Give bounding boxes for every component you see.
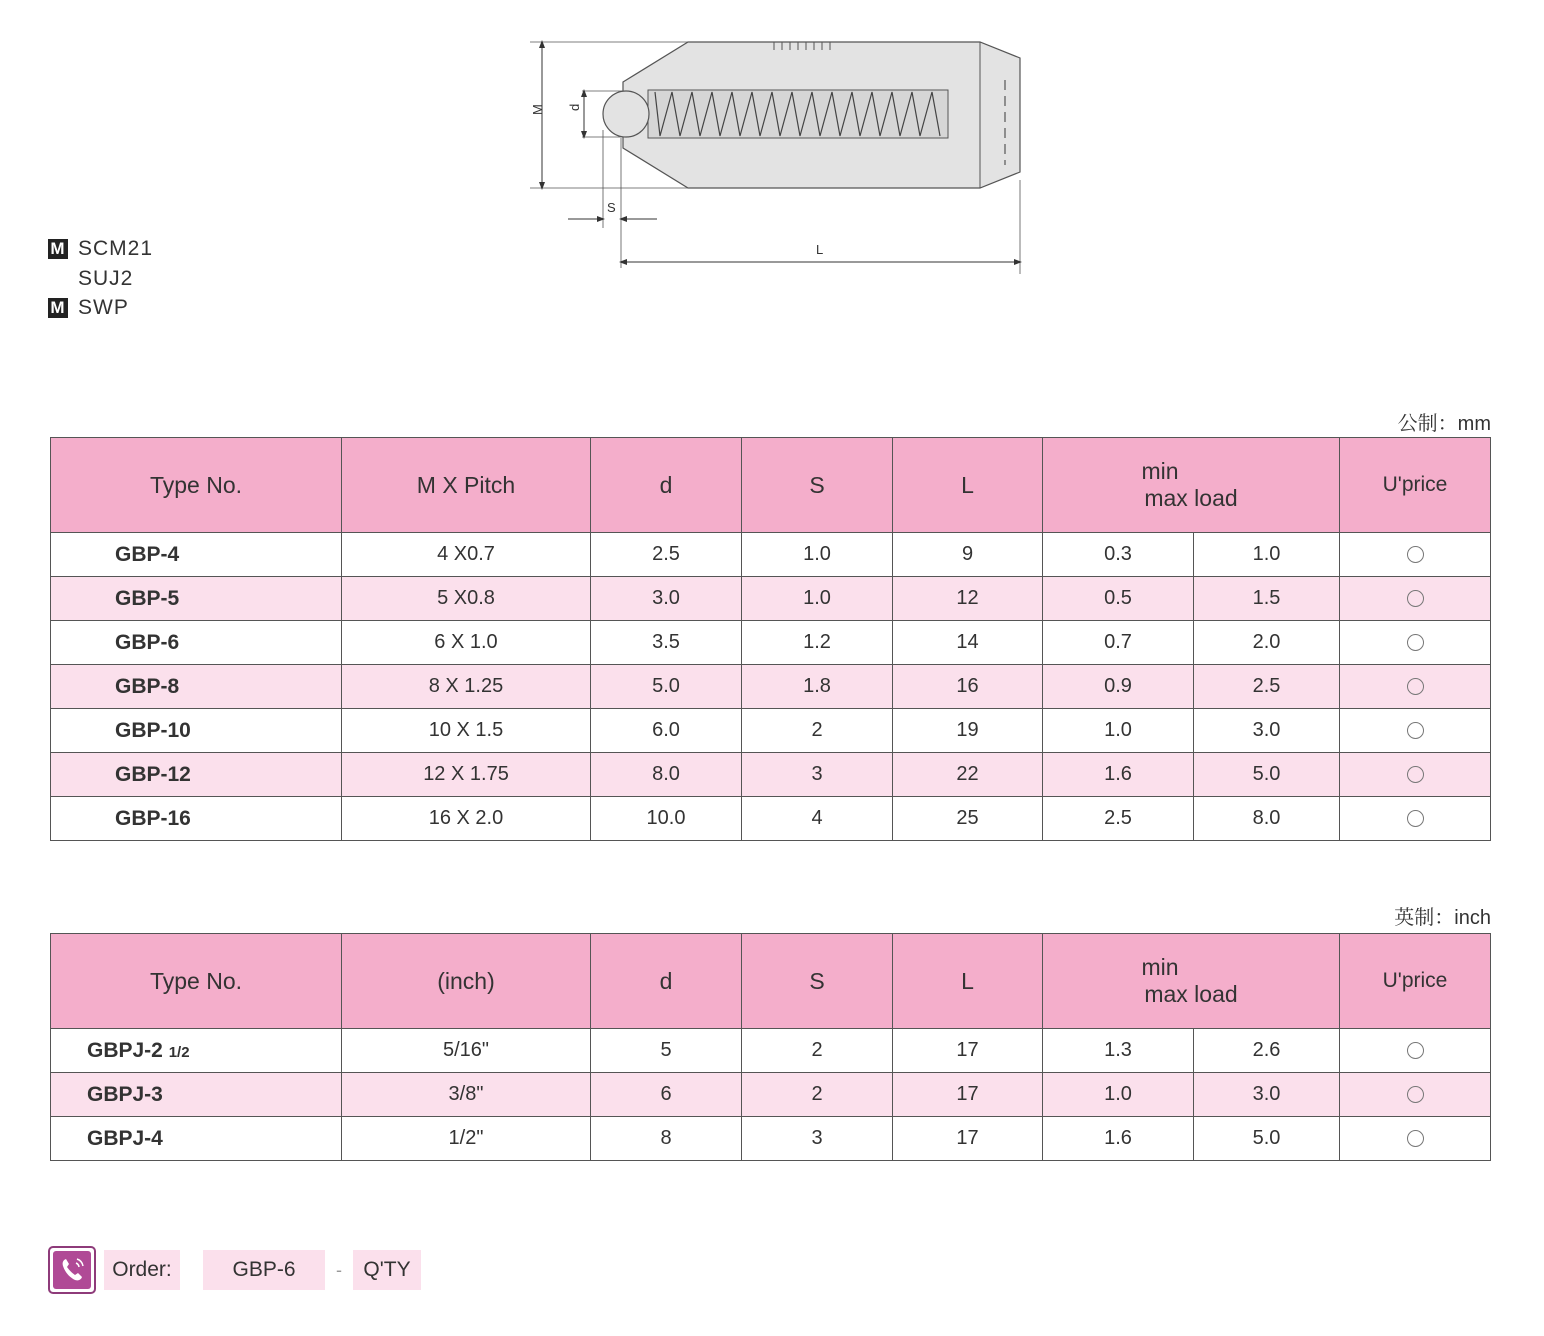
table-row <box>51 1073 1491 1117</box>
cell-price <box>1340 709 1491 753</box>
cell-min-load: 0.7 <box>1043 621 1194 665</box>
cell-s: 1.2 <box>742 621 893 665</box>
cell-min-load: 1.6 <box>1043 1117 1194 1161</box>
metric-spec-table <box>50 437 1491 841</box>
cell-pitch: 6 X 1.0 <box>342 621 591 665</box>
cell-l: 22 <box>893 753 1043 797</box>
header-load <box>1043 438 1340 533</box>
material-text: SUJ2 <box>78 266 134 290</box>
cell-s: 3 <box>742 753 893 797</box>
header-pitch: M X Pitch <box>342 438 591 533</box>
type-fraction: 1/2 <box>168 1043 190 1061</box>
cell-min-load: 0.3 <box>1043 533 1194 577</box>
cell-s: 1.8 <box>742 665 893 709</box>
cell-d: 8.0 <box>591 753 742 797</box>
cell-max-load: 2.0 <box>1194 621 1340 665</box>
cell-l: 17 <box>893 1073 1043 1117</box>
header-l: L <box>893 934 1043 1029</box>
cell-min-load: 1.6 <box>1043 753 1194 797</box>
cell-d: 3.0 <box>591 577 742 621</box>
material-mark-icon: M <box>48 239 68 259</box>
table-row <box>51 533 1491 577</box>
material-text: SWP <box>78 296 129 319</box>
cell-d: 6.0 <box>591 709 742 753</box>
cell-price <box>1340 1029 1491 1073</box>
materials-list <box>48 234 153 323</box>
cell-s: 2 <box>742 1073 893 1117</box>
header-load-max: max load <box>1144 981 1238 1007</box>
type-code: GBPJ-4 <box>87 1126 163 1150</box>
cell-type: GBP-6 <box>51 621 342 665</box>
cell-l: 16 <box>893 665 1043 709</box>
cell-max-load: 5.0 <box>1194 753 1340 797</box>
phone-icon[interactable] <box>48 1246 96 1294</box>
table-row <box>51 753 1491 797</box>
cell-max-load: 3.0 <box>1194 709 1340 753</box>
cell-d: 2.5 <box>591 533 742 577</box>
circle-icon <box>1407 766 1424 783</box>
circle-icon <box>1407 810 1424 827</box>
cell-s: 1.0 <box>742 577 893 621</box>
material-mark-icon <box>48 268 68 288</box>
circle-icon <box>1407 590 1424 607</box>
order-label: Order: <box>104 1250 180 1290</box>
label-s: S <box>607 200 616 215</box>
cell-pitch: 8 X 1.25 <box>342 665 591 709</box>
header-d: d <box>591 438 742 533</box>
cell-type <box>51 1029 342 1073</box>
ball-plunger-drawing <box>520 30 1040 280</box>
table-row <box>51 1029 1491 1073</box>
header-load <box>1043 934 1340 1029</box>
table-row <box>51 797 1491 841</box>
cell-max-load: 3.0 <box>1194 1073 1340 1117</box>
circle-icon <box>1407 722 1424 739</box>
header-load-min: min <box>1141 458 1179 484</box>
cell-min-load: 2.5 <box>1043 797 1194 841</box>
table-row <box>51 665 1491 709</box>
cell-price <box>1340 577 1491 621</box>
ball <box>603 91 649 137</box>
cell-min-load: 1.3 <box>1043 1029 1194 1073</box>
cell-type: GBP-10 <box>51 709 342 753</box>
cell-price <box>1340 797 1491 841</box>
type-code: GBPJ-3 <box>87 1082 163 1106</box>
header-l: L <box>893 438 1043 533</box>
cell-s: 1.0 <box>742 533 893 577</box>
table-row <box>51 621 1491 665</box>
header-load-min: min <box>1141 954 1179 980</box>
cell-s: 2 <box>742 709 893 753</box>
header-type: Type No. <box>51 438 342 533</box>
label-d: d <box>567 103 582 111</box>
table-row <box>51 1117 1491 1161</box>
circle-icon <box>1407 678 1424 695</box>
cell-type: GBP-5 <box>51 577 342 621</box>
cell-min-load: 0.9 <box>1043 665 1194 709</box>
cell-d: 8 <box>591 1117 742 1161</box>
material-item <box>48 234 153 264</box>
cell-type: GBP-8 <box>51 665 342 709</box>
cell-max-load: 2.6 <box>1194 1029 1340 1073</box>
table-row <box>51 709 1491 753</box>
cell-type <box>51 1117 342 1161</box>
cell-min-load: 1.0 <box>1043 709 1194 753</box>
cell-price <box>1340 753 1491 797</box>
circle-icon <box>1407 634 1424 651</box>
cell-l: 14 <box>893 621 1043 665</box>
cell-max-load: 8.0 <box>1194 797 1340 841</box>
cell-l: 12 <box>893 577 1043 621</box>
cell-l: 19 <box>893 709 1043 753</box>
cell-pitch: 5 X0.8 <box>342 577 591 621</box>
cell-s: 4 <box>742 797 893 841</box>
cell-d: 3.5 <box>591 621 742 665</box>
cell-d: 10.0 <box>591 797 742 841</box>
cell-price <box>1340 1073 1491 1117</box>
cell-pitch: 5/16" <box>342 1029 591 1073</box>
cell-pitch: 4 X0.7 <box>342 533 591 577</box>
order-bar <box>48 1246 421 1294</box>
circle-icon <box>1407 1042 1424 1059</box>
cell-pitch: 3/8" <box>342 1073 591 1117</box>
cell-type: GBP-4 <box>51 533 342 577</box>
inch-spec-table <box>50 933 1491 1161</box>
label-l: L <box>816 242 824 257</box>
cell-d: 5 <box>591 1029 742 1073</box>
circle-icon <box>1407 1086 1424 1103</box>
cell-pitch: 12 X 1.75 <box>342 753 591 797</box>
cell-max-load: 1.0 <box>1194 533 1340 577</box>
cell-type: GBP-12 <box>51 753 342 797</box>
cell-d: 5.0 <box>591 665 742 709</box>
order-separator: - <box>336 1259 342 1280</box>
cell-d: 6 <box>591 1073 742 1117</box>
cell-price <box>1340 665 1491 709</box>
cell-price <box>1340 621 1491 665</box>
inch-unit-label: 英制：inch <box>1394 907 1491 929</box>
cell-max-load: 5.0 <box>1194 1117 1340 1161</box>
header-type: Type No. <box>51 934 342 1029</box>
table-header-row <box>51 934 1491 1029</box>
cell-type: GBP-16 <box>51 797 342 841</box>
cell-s: 3 <box>742 1117 893 1161</box>
header-s: S <box>742 438 893 533</box>
material-item <box>48 264 153 294</box>
cell-l: 25 <box>893 797 1043 841</box>
circle-icon <box>1407 1130 1424 1147</box>
table-row <box>51 577 1491 621</box>
cell-l: 17 <box>893 1029 1043 1073</box>
cell-min-load: 0.5 <box>1043 577 1194 621</box>
cell-type <box>51 1073 342 1117</box>
header-load-max: max load <box>1144 485 1238 511</box>
cell-pitch: 10 X 1.5 <box>342 709 591 753</box>
header-price: U'price <box>1340 438 1491 533</box>
cell-s: 2 <box>742 1029 893 1073</box>
cell-max-load: 1.5 <box>1194 577 1340 621</box>
header-pitch: (inch) <box>342 934 591 1029</box>
cell-pitch: 1/2" <box>342 1117 591 1161</box>
header-price: U'price <box>1340 934 1491 1029</box>
material-item <box>48 293 153 323</box>
material-mark-icon: M <box>48 298 68 318</box>
cell-price <box>1340 1117 1491 1161</box>
cell-l: 9 <box>893 533 1043 577</box>
order-qty[interactable]: Q'TY <box>353 1250 421 1290</box>
label-m: M <box>530 104 545 115</box>
material-text: SCM21 <box>78 237 154 260</box>
type-code: GBPJ-2 <box>87 1038 163 1062</box>
cell-price <box>1340 533 1491 577</box>
header-d: d <box>591 934 742 1029</box>
order-code[interactable]: GBP-6 <box>203 1250 325 1290</box>
cell-l: 17 <box>893 1117 1043 1161</box>
circle-icon <box>1407 546 1424 563</box>
metric-unit-label: 公制：mm <box>1397 413 1491 435</box>
cell-pitch: 16 X 2.0 <box>342 797 591 841</box>
cell-max-load: 2.5 <box>1194 665 1340 709</box>
header-s: S <box>742 934 893 1029</box>
cell-min-load: 1.0 <box>1043 1073 1194 1117</box>
table-header-row <box>51 438 1491 533</box>
